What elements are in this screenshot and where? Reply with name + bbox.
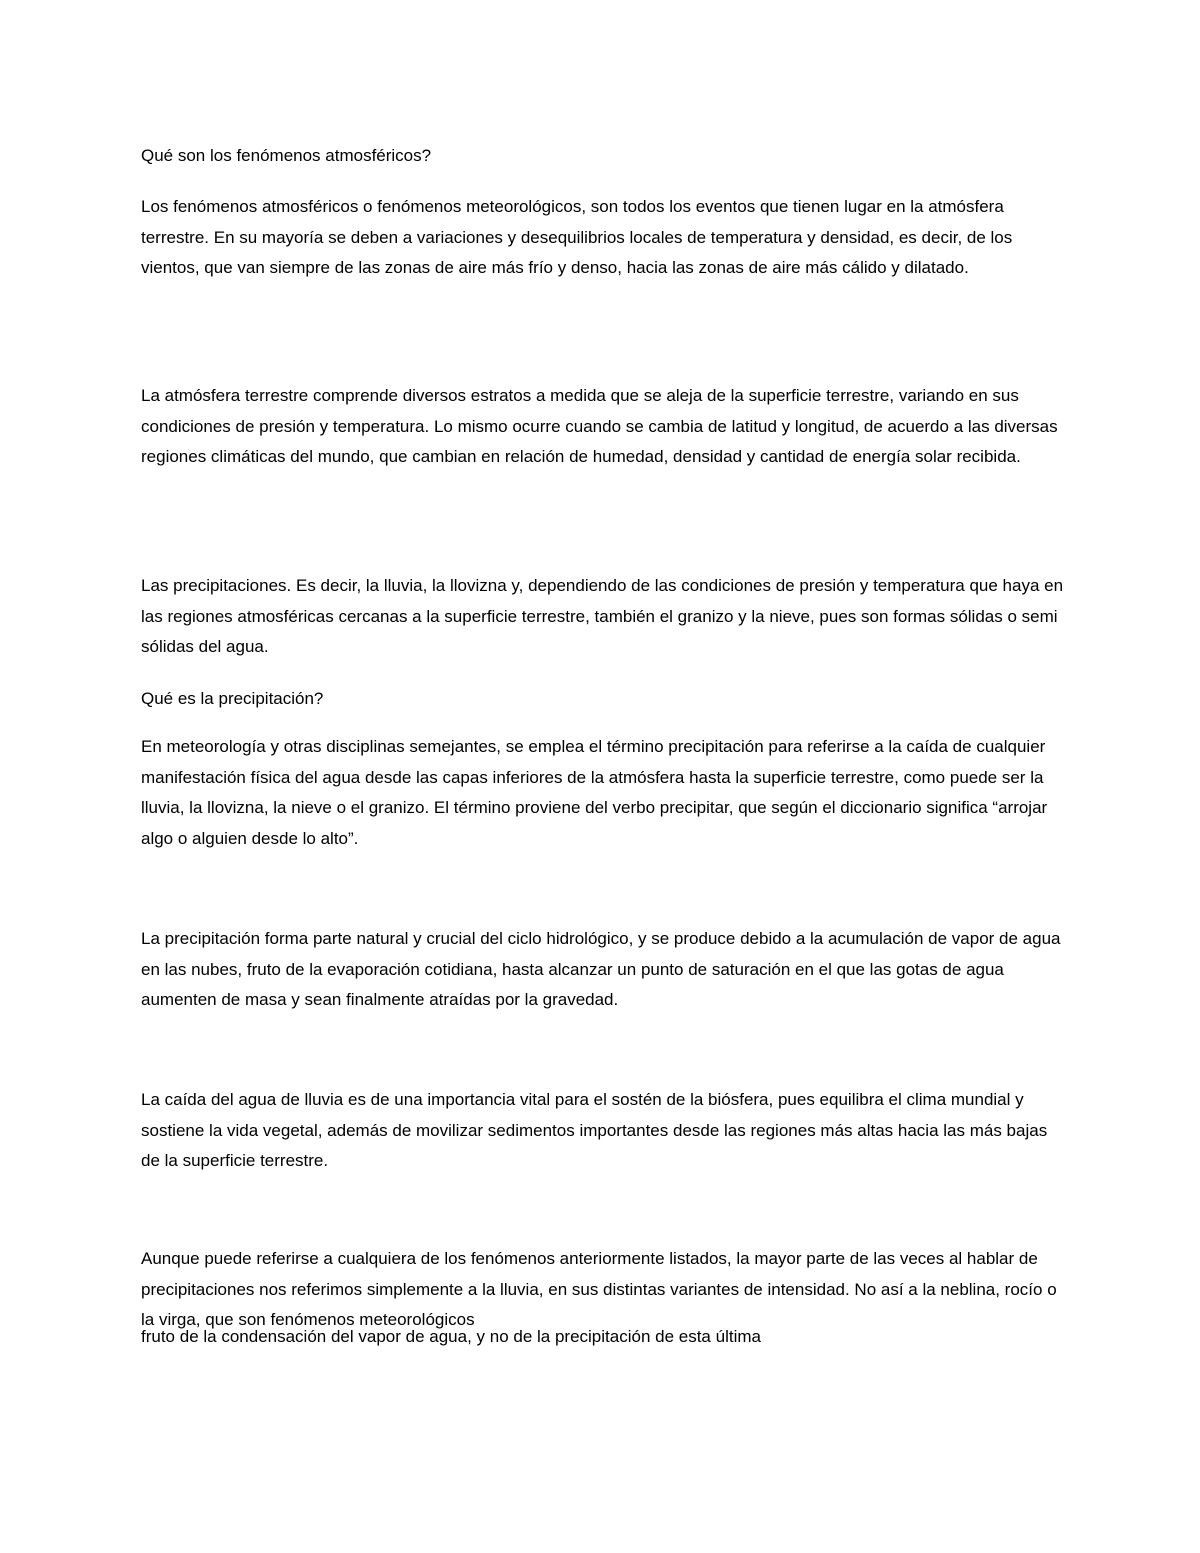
paragraph-precipitacion-definicion: En meteorología y otras disciplinas semejantes, se emplea el término precipitación para referirse a la caída de cualquier manifestación física del agua desde las capas inferiores de la atmósfera hasta la superficie terrestre, como puede ser la lluvia, la llovizna, la nieve o el granizo. El término proviene del verbo precipitar, que según el diccionario significa “arrojar algo o alguien desde lo alto”. — [141, 737, 1048, 848]
paragraph-atmosfera-estratos: La atmósfera terrestre comprende diversos estratos a medida que se aleja de la superficie terrestre, variando en sus condiciones de presión y temperatura. Lo mismo ocurre cuando se cambia de latitud y longitud, de acuerdo a las diversas regiones climáticas del mundo, que cambian en relación de humedad, densidad y cantidad de energía solar recibida. — [141, 386, 1058, 466]
paragraph-importancia-lluvia: La caída del agua de lluvia es de una importancia vital para el sostén de la biósfera, pues equilibra el clima mundial y sostiene la vida vegetal, además de movilizar sedimentos importantes desde las regiones más altas hacia las más bajas de la superficie terrestre. — [141, 1090, 1048, 1170]
heading-fenomenos: Qué son los fenómenos atmosféricos? — [141, 146, 432, 165]
paragraph-condensacion: fruto de la condensación del vapor de agua, y no de la precipitación de esta última — [141, 1327, 761, 1346]
paragraph-ciclo-hidrologico: La precipitación forma parte natural y crucial del ciclo hidrológico, y se produce debido a la acumulación de vapor de agua en las nubes, fruto de la evaporación cotidiana, hasta alcanzar un punto de saturación en el que las gotas de agua aumenten de masa y sean finalmente atraídas por la gravedad. — [141, 929, 1061, 1009]
paragraph-variantes-lluvia: Aunque puede referirse a cualquiera de los fenómenos anteriormente listados, la mayor parte de las veces al hablar de precipitaciones nos referimos simplemente a la lluvia, en sus distintas variantes de intensidad. No así a la neblina, rocío o la virga, que son fenómenos meteorológicos — [141, 1249, 1057, 1329]
heading-precipitacion: Qué es la precipitación? — [141, 689, 324, 708]
paragraph-precipitaciones: Las precipitaciones. Es decir, la lluvia, la llovizna y, dependiendo de las condiciones de presión y temperatura que haya en las regiones atmosféricas cercanas a la superficie terrestre, también el granizo y la nieve, pues son formas sólidas o semi sólidas del agua. — [141, 576, 1064, 656]
paragraph-fenomenos-definicion: Los fenómenos atmosféricos o fenómenos meteorológicos, son todos los eventos que tienen lugar en la atmósfera terrestre. En su mayoría se deben a variaciones y desequilibrios locales de temperatura y densidad, es decir, de los vientos, que van siempre de las zonas de aire más frío y denso, hacia las zonas de aire más cálido y dilatado. — [141, 197, 1013, 277]
